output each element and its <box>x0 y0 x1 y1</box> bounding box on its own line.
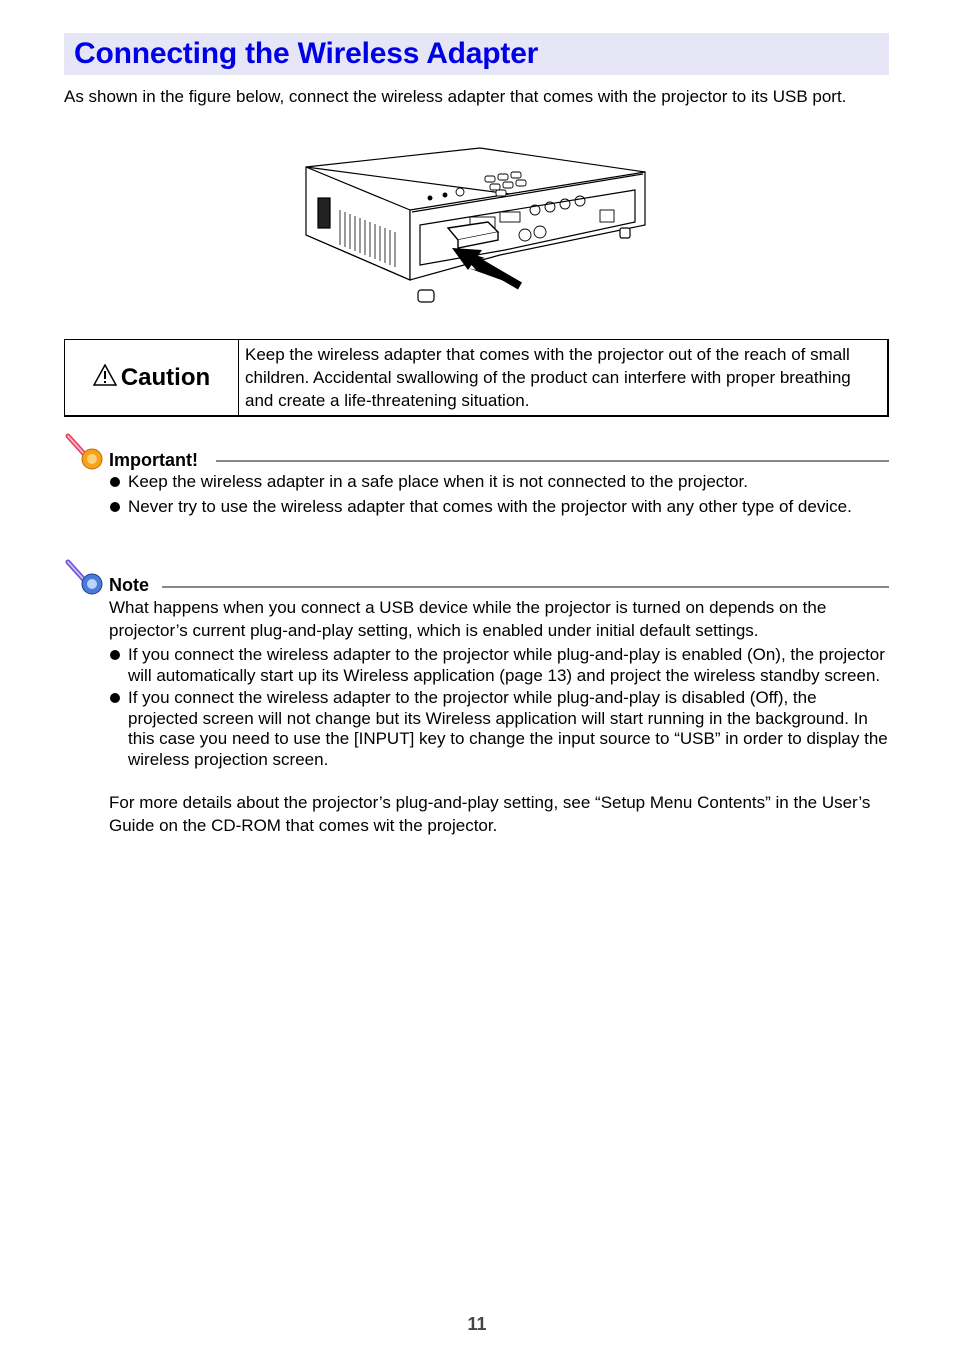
note-list <box>109 645 889 770</box>
intro-paragraph: As shown in the figure below, connect the wireless adapter that comes with the projector to its USB port. <box>64 87 847 106</box>
note-outro: For more details about the projector’s plug-and-play setting, see “Setup Menu Contents” in the User’s Guide on the CD-ROM that comes wit the projector. <box>109 793 871 835</box>
title-bar <box>64 33 889 75</box>
note-header <box>64 558 889 595</box>
list-item: If you connect the wireless adapter to the projector while plug-and-play is disabled (Off), the projected screen will not change but its Wireless application will start running in the background. In this case you need to use the [INPUT] key to change the input source to “USB” in order to display the wireless projection screen. <box>109 688 889 770</box>
important-list <box>109 472 889 517</box>
caution-label: Caution <box>120 363 211 391</box>
important-rule <box>216 460 889 462</box>
caution-box <box>64 339 889 417</box>
important-pencil-icon <box>64 432 106 477</box>
list-item: If you connect the wireless adapter to the projector while plug-and-play is enabled (On), the projector will automatically start up its Wireless application (page 13) and project the wireless standby screen. <box>109 645 889 686</box>
page-number: 11 <box>467 1314 487 1334</box>
note-label: Note <box>109 574 155 596</box>
note-rule <box>162 586 889 588</box>
page-title: Connecting the Wireless Adapter <box>74 37 539 70</box>
important-header <box>64 432 889 470</box>
list-item: Never try to use the wireless adapter that comes with the projector with any other type of device. <box>109 497 889 518</box>
warning-triangle-icon <box>93 364 117 391</box>
caution-header <box>65 340 239 415</box>
caution-text: Keep the wireless adapter that comes with the projector out of the reach of small children. Accidental swallowing of the product can interfere with proper breathing and create a life-threatening situation. <box>245 345 851 410</box>
projector-with-usb-adapter-illustration <box>300 140 650 312</box>
important-label: Important! <box>109 449 204 471</box>
list-item: Keep the wireless adapter in a safe place when it is not connected to the projector. <box>109 472 889 493</box>
note-pencil-icon <box>64 558 106 603</box>
note-intro: What happens when you connect a USB device while the projector is turned on depends on the projector’s current plug-and-play setting, which is enabled under initial default settings. <box>109 598 827 640</box>
